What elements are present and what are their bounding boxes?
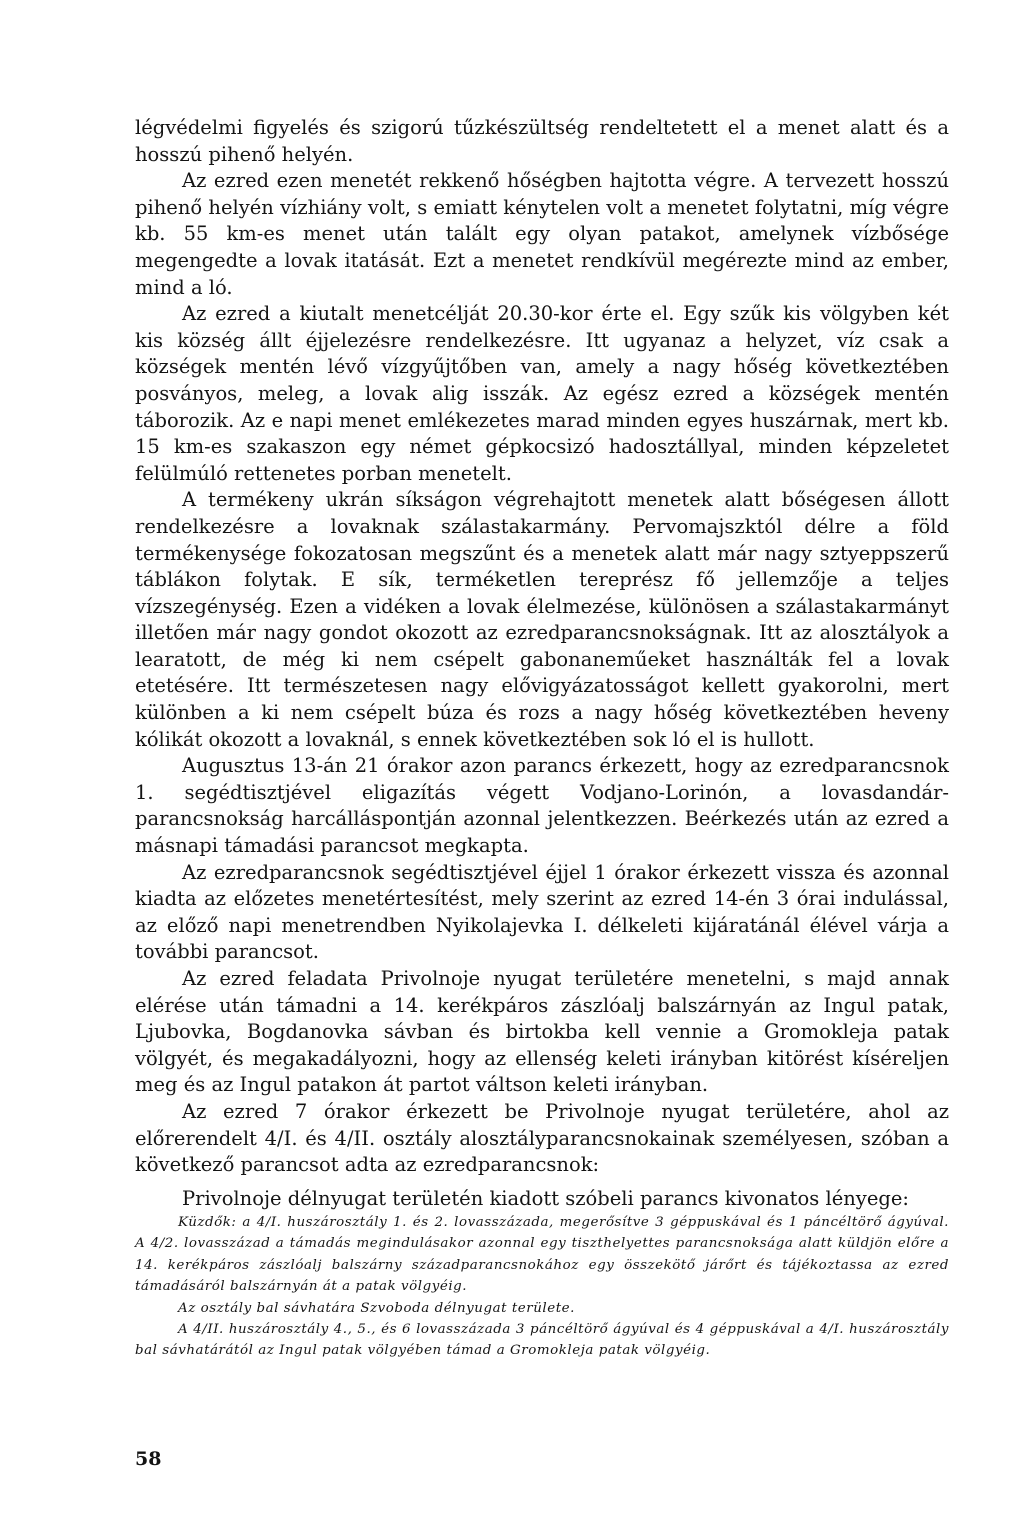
- order-item-1: Küzdők: a 4/I. huszárosztály 1. és 2. lovasszázada, megerősítve 3 géppuskával és 1 páncéltörő ágyúval. A 4/2. lovasszázad a támadás megindulásakor azonnal egy tiszthelyettes parancsnoksága alatt küldjön előre a 14. kerékpáros zászlóalj balszárny századparancsnokához egy összekötő járőrt és tájékoztassa az ezred támadásáról balszárnyán át a patak völgyéig.: [135, 1215, 949, 1295]
- paragraph-2: Az ezred ezen menetét rekkenő hőségben hajtotta végre. A tervezett hosszú pihenő helyén vízhiány volt, s emiatt kénytelen volt a menetet folytatni, míg végre kb. 55 km-es menet után talált egy olyan patakot, amelynek vízbősége megengedte a lovak itatását. Ezt a menetet rendkívül megérezte mind az ember, mind a ló.: [135, 169, 949, 299]
- paragraph-6: Az ezredparancsnok segédtisztjével éjjel 1 órakor érkezett vissza és azonnal kiadta az előzetes menetértesítést, mely szerint az ezred 14-én 3 órai indulással, az előző napi menetrendben Nyikolajevka I. délkeleti kijáratánál élével várja a további parancsot.: [135, 860, 949, 964]
- paragraph-8: Az ezred 7 órakor érkezett be Privolnoje nyugat területére, ahol az előrerendelt 4/I. és 4/II. osztály alosztályparancsnokainak személyesen, szóban a következő parancsot adta az ezredparancsnok:: [135, 1099, 949, 1177]
- order-excerpt: [135, 1186, 949, 1362]
- body-text: [135, 115, 949, 1179]
- paragraph-7: Az ezred feladata Privolnoje nyugat területére menetelni, s majd annak elérése után támadni a 14. kerékpáros zászlóalj balszárnyán az Ingul patak, Ljubovka, Bogdanovka sávban és birtokba kell vennie a Gromokleja patak völgyét, és megakadályozni, hogy az ellenség keleti irányban kitörést kíséreljen meg és az Ingul patakon át partot váltson keleti irányban.: [135, 967, 949, 1097]
- paragraph-4: A termékeny ukrán síkságon végrehajtott menetek alatt bőségesen állott rendelkezésre a lovaknak szálastakarmány. Pervomajszktól délre a föld termékenysége fokozatosan megszűnt és a menetek alatt már nagy sztyeppszerű táblákon folytak. E sík, terméketlen tereprész fő jellemzője a teljes vízszegénység. Ezen a vidéken a lovak élelmezése, különösen a szálastakarmányt illetően már nagy gondot okozott az ezredparancsnokságnak. Itt az alosztályok a learatott, de még ki nem csépelt gabonaneműeket használták fel a lovak etetésére. Itt természetesen nagy elővigyázatosságot kellett gyakorolni, mert különben a ki nem csépelt búza és rozs a nagy hőség következtében heveny kólikát okozott a lovaknál, s ennek következtében sok ló el is hullott.: [135, 488, 949, 751]
- order-item-3: A 4/II. huszárosztály 4., 5., és 6 lovasszázada 3 páncéltörő ágyúval és 4 géppuskával a 4/I. huszárosztály bal sávhatárától az Ingul patak völgyében támad a Gromokleja patak völgyéig.: [135, 1322, 949, 1359]
- page-number: 58: [135, 1448, 162, 1470]
- paragraph-5: Augusztus 13-án 21 órakor azon parancs érkezett, hogy az ezredparancsnok 1. segédtisztjével eligazítás végett Vodjano-Lorinón, a lovasdandár-parancsnokság harcálláspontján azonnal jelentkezzen. Beérkezés után az ezred a másnapi támadási parancsot megkapta.: [135, 754, 949, 858]
- order-item-2: Az osztály bal sávhatára Szvoboda délnyugat területe.: [178, 1300, 575, 1316]
- order-heading: Privolnoje délnyugat területén kiadott szóbeli parancs kivonatos lényege:: [182, 1187, 909, 1210]
- paragraph-3: Az ezred a kiutalt menetcélját 20.30-kor érte el. Egy szűk kis völgyben két kis község állt éjjelezésre rendelkezésre. Itt ugyanaz a helyzet, víz csak a községek mentén lévő vízgyűjtőben van, amely a nagy hőség következtében posványos, meleg, a lovak alig isszák. Az egész ezred a községek mentén táborozik. Az e napi menet emlékezetes marad minden egyes huszárnak, mert kb. 15 km-es szakaszon egy német gépkocsizó hadosztállyal, minden képzeletet felülmúló rettenetes porban menetelt.: [135, 302, 949, 485]
- paragraph-1: légvédelmi figyelés és szigorú tűzkészültség rendeltetett el a menet alatt és a hosszú pihenő helyén.: [135, 116, 949, 166]
